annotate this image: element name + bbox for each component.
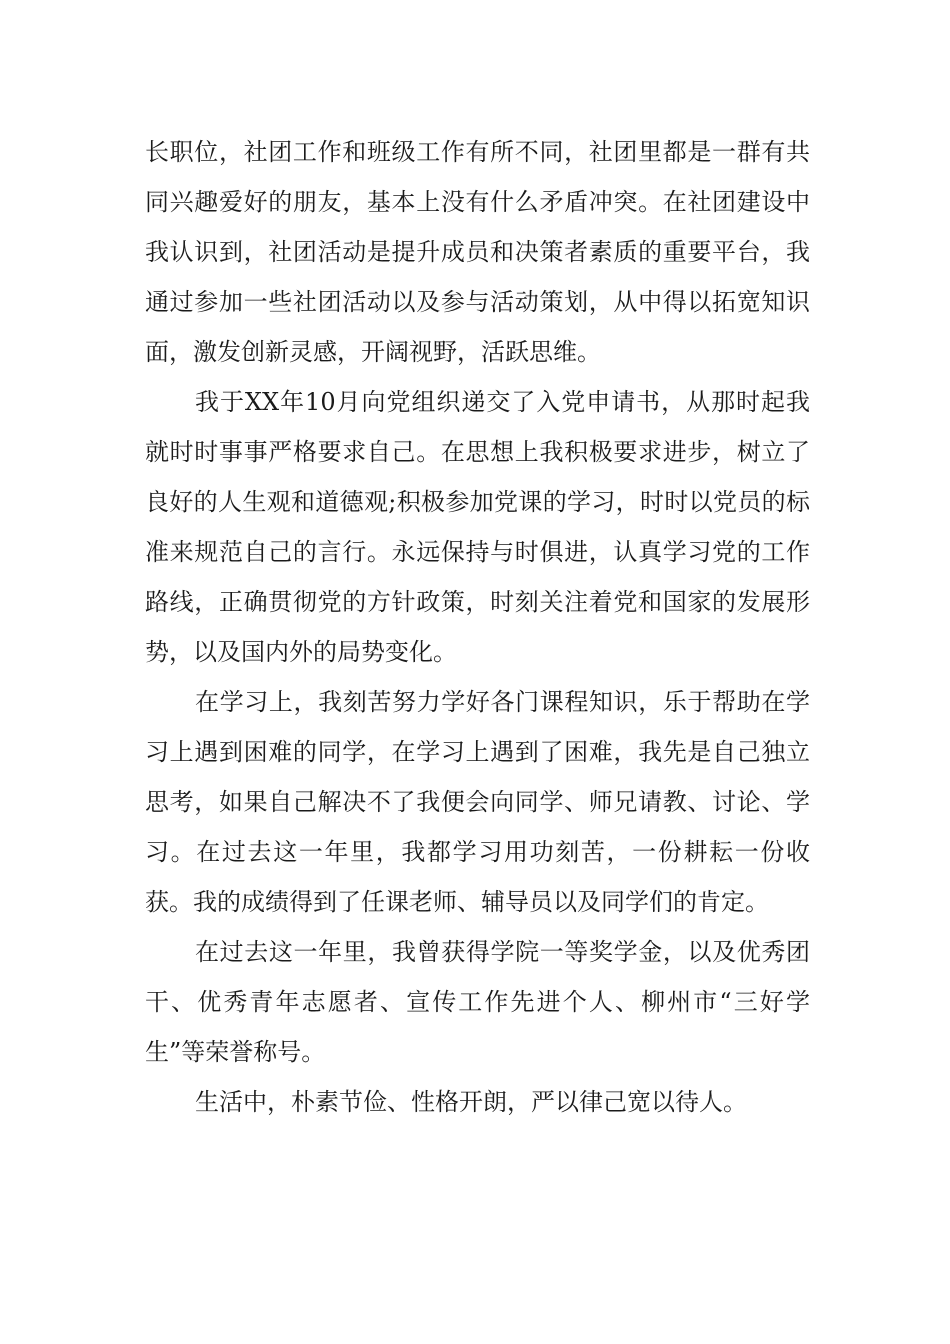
- paragraph-continued: 长职位，社团工作和班级工作有所不同，社团里都是一群有共同兴趣爱好的朋友，基本上没有什么矛盾冲突。在社团建设中我认识到，社团活动是提升成员和决策者素质的重要平台，我通过参加一些社团活动以及参与活动策划，从中得以拓宽知识面，激发创新灵感，开阔视野，活跃思维。: [145, 138, 810, 366]
- paragraph-life: 生活中，朴素节俭、性格开朗，严以律己宽以待人。: [195, 1088, 747, 1116]
- document-page: [145, 127, 810, 1127]
- paragraph-study: 在学习上，我刻苦努力学好各门课程知识，乐于帮助在学习上遇到困难的同学，在学习上遇到了困难，我先是自己独立思考，如果自己解决不了我便会向同学、师兄请教、讨论、学习。在过去这一年里，我都学习用功刻苦，一份耕耘一份收获。我的成绩得到了任课老师、辅导员以及同学们的肯定。: [145, 688, 810, 916]
- paragraph-party-application: 我于XX年10月向党组织递交了入党申请书，从那时起我就时时事事严格要求自己。在思想上我积极要求进步，树立了良好的人生观和道德观;积极参加党课的学习，时时以党员的标准来规范自己的言行。永远保持与时俱进，认真学习党的工作路线，正确贯彻党的方针政策，时刻关注着党和国家的发展形势，以及国内外的局势变化。: [145, 388, 810, 666]
- paragraph-awards: 在过去这一年里，我曾获得学院一等奖学金，以及优秀团干、优秀青年志愿者、宣传工作先进个人、柳州市“三好学生”等荣誉称号。: [145, 938, 810, 1066]
